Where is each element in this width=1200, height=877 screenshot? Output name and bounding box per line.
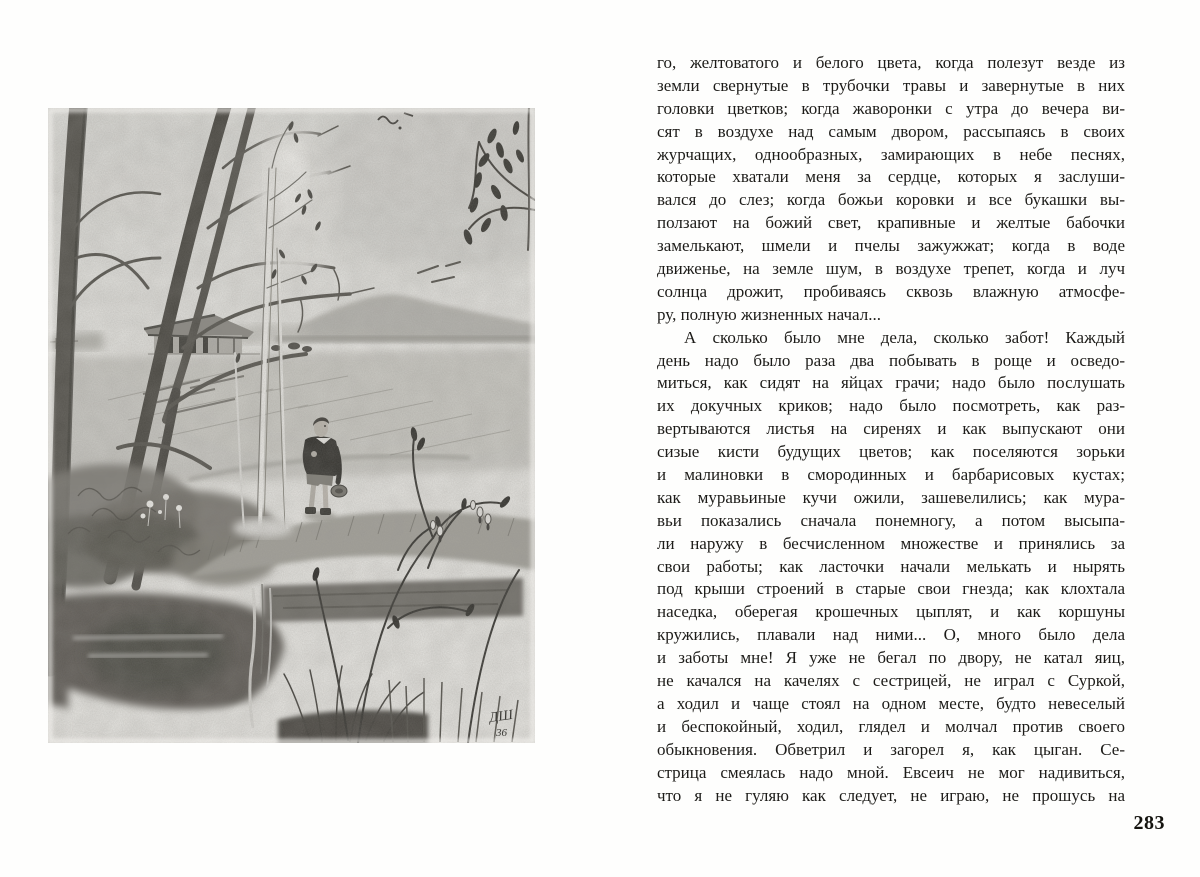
text-column bbox=[657, 52, 1125, 807]
book-illustration bbox=[48, 108, 535, 743]
text-line: сят в воздухе над самым двором, рассыпаясь в своих bbox=[657, 121, 1125, 141]
text-line: миться, как сидят на яйцах грачи; надо было послушать bbox=[657, 373, 1125, 393]
text-line: кружились, плавали над ними... О, много было дела bbox=[657, 625, 1125, 645]
text-line: а ходил и чаще стоял на одном месте, будто невеселый bbox=[657, 693, 1125, 713]
text-line: и малиновки в смородинных и барбарисовых кустах; bbox=[657, 465, 1125, 485]
text-line: день надо было раза два побывать в роще и осведо- bbox=[657, 350, 1125, 370]
text-line: наседка, оберегая крошечных цыплят, и как коршуны bbox=[657, 602, 1125, 622]
text-line: ползают на божий свет, крапивные и желтые бабочки bbox=[657, 213, 1125, 233]
text-line: вьи показались сначала понемногу, а потом высыпа- bbox=[657, 510, 1125, 530]
text-line: их докучных криков; надо было посмотреть, как раз- bbox=[657, 396, 1125, 416]
signature-monogram: ДШ bbox=[488, 707, 514, 726]
text-line: солнца дрожит, пробиваясь сквозь влажную атмосфе- bbox=[657, 281, 1125, 301]
pencil-grain bbox=[48, 108, 535, 743]
text-line: обыкновения. Обветрил и загорел я, как цыган. Се- bbox=[657, 739, 1125, 759]
text-line: и беспокойный, ходил, глядел и молчал против своего bbox=[657, 716, 1125, 736]
text-line: го, желтоватого и белого цвета, когда полезут везде из bbox=[657, 53, 1125, 72]
text-line: вался до слез; когда божьи коровки и все букашки вы- bbox=[657, 190, 1125, 210]
text-line: свои работы; как ласточки начали мелькать и нырять bbox=[657, 556, 1125, 576]
text-line: что я не гуляю как следует, не играю, не прошусь на bbox=[657, 785, 1125, 805]
page-number: 283 bbox=[1133, 812, 1165, 834]
text-line: журчащих, однообразных, замирающих в небе песнях, bbox=[657, 144, 1125, 164]
text-line: земли свернутые в трубочки травы и завернутые в них bbox=[657, 75, 1125, 95]
signature-year: 36 bbox=[496, 727, 507, 739]
text-line: как муравьиные кучи ожили, зашевелились; как мура- bbox=[657, 487, 1125, 507]
text-line: головки цветков; когда жаворонки с утра до вечера ви- bbox=[657, 98, 1125, 118]
text-line: ру, полную жизненных начал... bbox=[657, 304, 881, 324]
text-line: А сколько было мне дела, сколько забот! Каждый bbox=[684, 327, 1125, 347]
text-line: и заботы мне! Я уже не бегал по двору, не катал яиц, bbox=[657, 648, 1125, 668]
text-line: вертываются листья на сиренях и как выпускают они bbox=[657, 419, 1125, 439]
text-line: сизые кисти будущих цветов; как поселяются зорьки bbox=[657, 442, 1125, 462]
text-line: замелькают, шмели и пчелы зажужжат; когда в воде bbox=[657, 236, 1125, 256]
text-line: стрица смеялась надо мной. Евсеич не мог надивиться, bbox=[657, 762, 1125, 782]
text-line: не качался на качелях с сестрицей, не играл с Суркой, bbox=[657, 671, 1125, 691]
text-line: под крыши строений в старые свои гнезда; как клохтала bbox=[657, 579, 1125, 599]
text-line: ли наружу в бесчисленном множестве и принялись за bbox=[657, 533, 1125, 553]
text-line: которые хватали меня за сердце, которых я заслуши- bbox=[657, 167, 1125, 187]
text-line: движенье, на земле шум, в воздухе трепет, когда и луч bbox=[657, 259, 1125, 279]
